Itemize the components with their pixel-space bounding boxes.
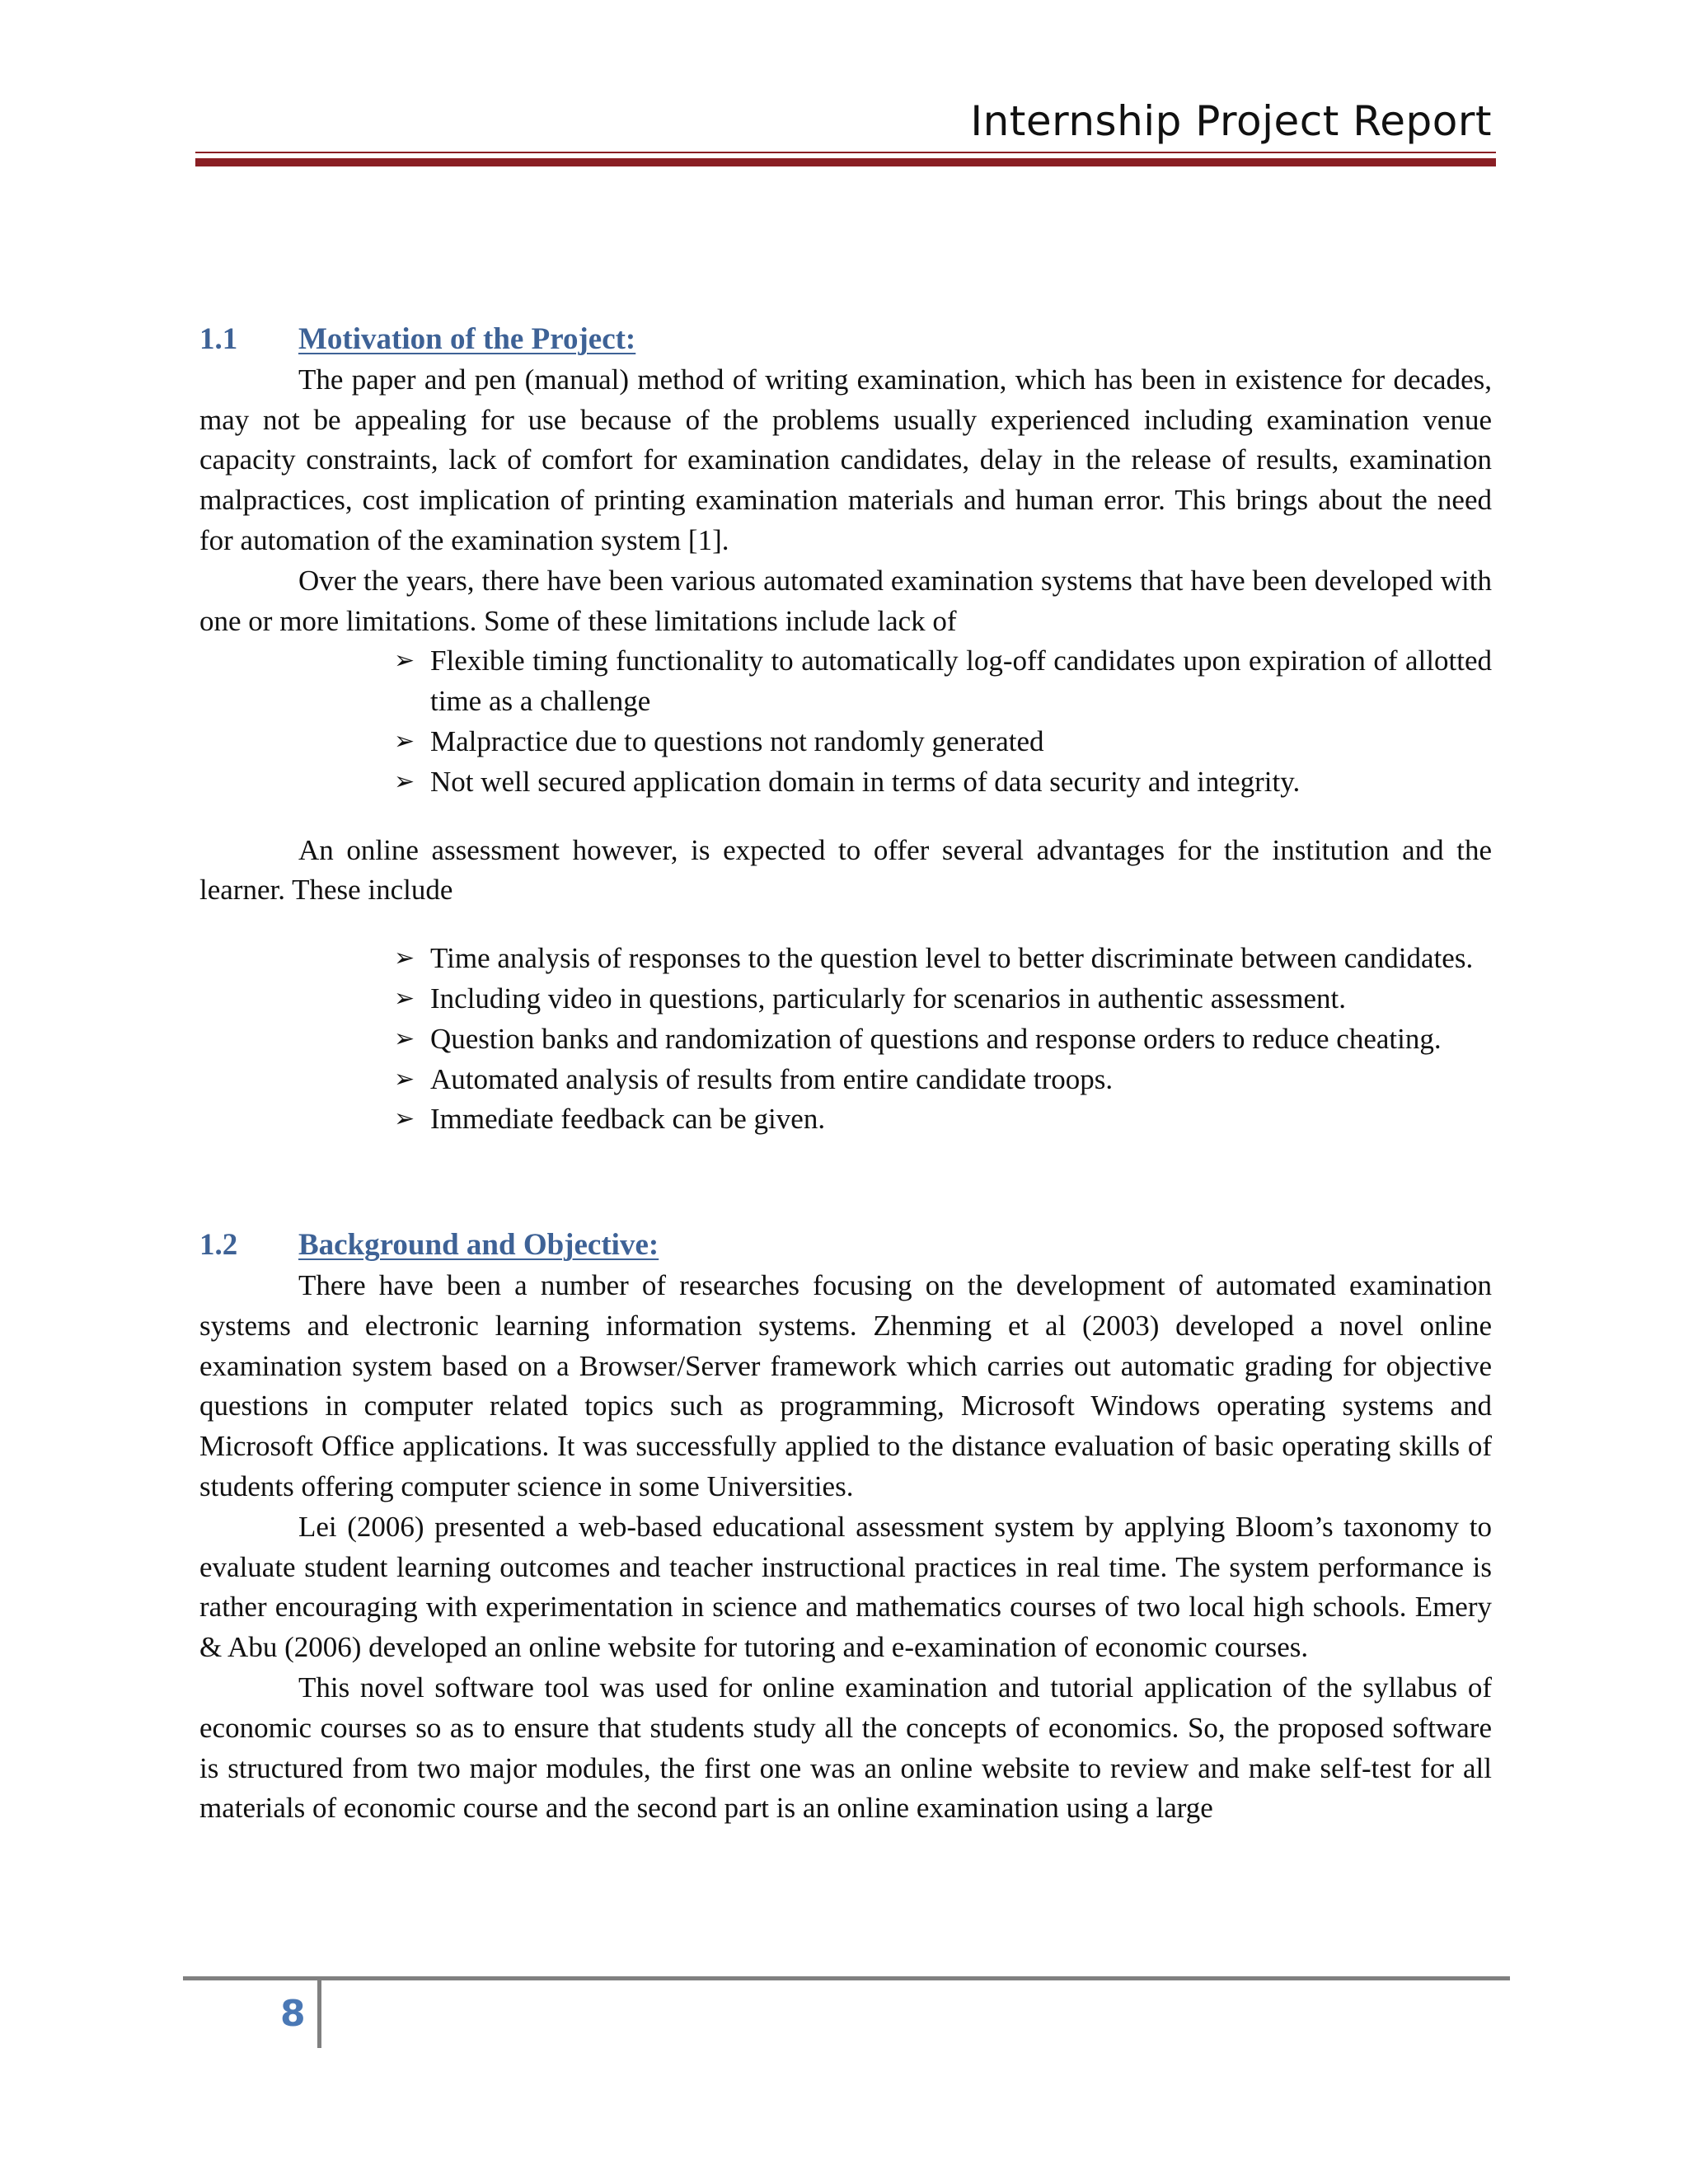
section-number: 1.1 [199, 322, 238, 356]
footer-divider [317, 1980, 321, 2048]
paragraph: There have been a number of researches focusing on the development of automated examination systems and electronic learning information systems. Zhenming et al (2003) developed a novel online examination system based on a Browser/Server framework which carries out automatic grading for objective questions in computer related topics such as programming, Microsoft Windows operating systems and Microsoft Office applications. It was successfully applied to the distance evaluation of basic operating skills of students offering computer science in some Universities. [199, 1268, 1492, 1502]
paragraph: The paper and pen (manual) method of writing examination, which has been in existence for decades, may not be appealing for use because of the problems usually experienced including examination venue capacity constraints, lack of comfort for examination candidates, delay in the release of results, examination malpractices, cost implication of printing examination materials and human error. This brings about the need for automation of the examination system [1]. [199, 363, 1492, 556]
list-item: ➢ Flexible timing functionality to automatically log-off candidates upon expiration of allotted time as a challenge [397, 641, 1492, 722]
list-item: ➢ Not well secured application domain in terms of data security and integrity. [397, 762, 1492, 803]
paragraph: An online assessment however, is expected to offer several advantages for the institution and the learner. These include [199, 833, 1492, 907]
limitations-list [199, 641, 1492, 802]
page-content [199, 320, 1492, 1829]
section-title: Background and Objective: [298, 1228, 659, 1263]
list-item: ➢ Time analysis of responses to the question level to better discriminate between candidates. [397, 939, 1492, 979]
paragraph: Over the years, there have been various automated examination systems that have been developed with one or more limitations. Some of these limitations include lack of [199, 564, 1492, 637]
paragraph: This novel software tool was used for online examination and tutorial application of the syllabus of economic courses so as to ensure that students study all the concepts of economics. So, the proposed software is structured from two major modules, the first one was an online website to review and make self-test for all materials of economic course and the second part is an online examination using a large [199, 1671, 1492, 1825]
list-item: ➢ Immediate feedback can be given. [397, 1099, 1492, 1140]
paragraph: Lei (2006) presented a web-based educational assessment system by applying Bloom’s taxonomy to evaluate student learning outcomes and teacher instructional practices in real time. The system performance is rather encouraging with experimentation in science and mathematics courses of two local high schools. Emery & Abu (2006) developed an online website for tutoring and e-examination of economic courses. [199, 1510, 1492, 1664]
advantages-list [199, 939, 1492, 1140]
list-item: ➢ Question banks and randomization of questions and response orders to reduce cheating. [397, 1019, 1492, 1060]
list-item: ➢ Malpractice due to questions not randomly generated [397, 722, 1492, 762]
section-title: Motivation of the Project: [298, 322, 636, 356]
footer-rule [183, 1976, 1510, 1980]
section-number: 1.2 [199, 1228, 238, 1263]
section-heading-1-2 [199, 1226, 1492, 1266]
header-rule-thin [195, 152, 1496, 153]
list-item: ➢ Automated analysis of results from entire candidate troops. [397, 1060, 1492, 1100]
header-rule-thick [195, 158, 1496, 166]
page-number: 8 [280, 1993, 306, 2035]
running-header-title: Internship Project Report [970, 97, 1492, 145]
section-heading-1-1 [199, 320, 1492, 360]
list-item: ➢ Including video in questions, particularly for scenarios in authentic assessment. [397, 979, 1492, 1019]
